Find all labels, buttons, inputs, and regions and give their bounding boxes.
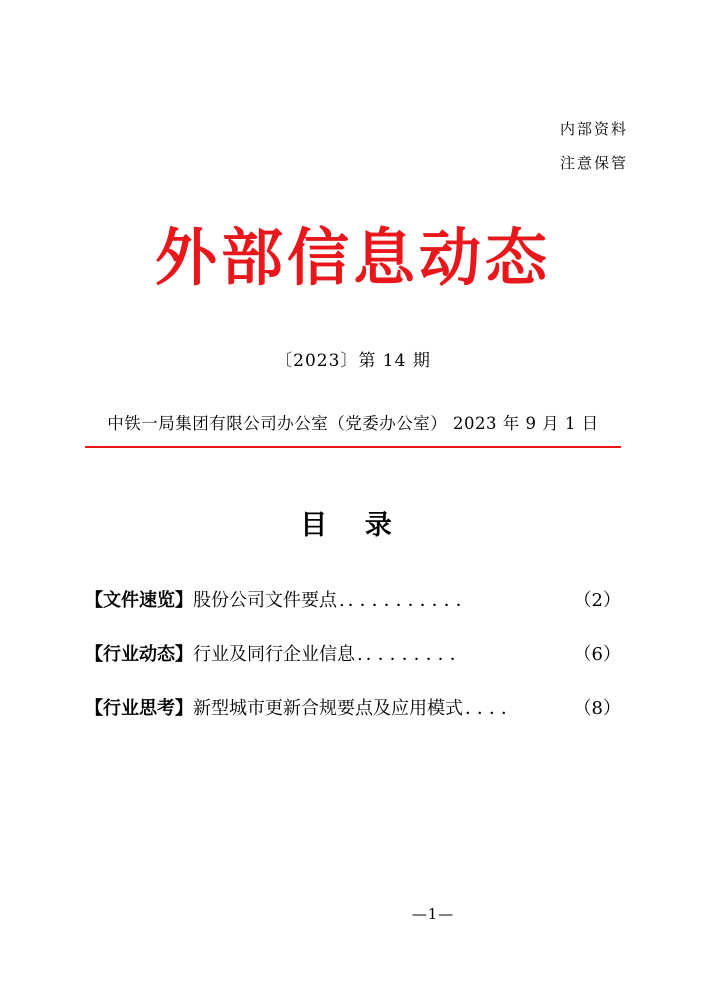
toc-entry-leader: ．．．． [465, 698, 522, 719]
confidentiality-notice [560, 112, 628, 180]
toc-entry-title: 行业及同行企业信息 [193, 644, 355, 665]
masthead-title: 外部信息动态 [154, 221, 551, 294]
notice-line-1: 内部资料 [559, 120, 628, 138]
toc-entry[interactable] [85, 696, 621, 722]
toc-entry-page: （8） [573, 698, 621, 719]
notice-line-2: 注意保管 [559, 154, 628, 172]
page-number: —1— [411, 905, 455, 923]
toc-entry-page: （6） [573, 644, 621, 665]
toc-entry-leader: .．．．．．．．． [357, 644, 471, 665]
toc-entry[interactable] [85, 588, 621, 614]
toc-entry-leader: .．．．．．．．．．． [339, 590, 477, 611]
toc-entry-title: 股份公司文件要点 [193, 590, 337, 611]
toc-entry-category: 【文件速览】 [85, 590, 193, 611]
toc-entry-page: （2） [573, 590, 621, 611]
red-divider-rule [85, 446, 621, 448]
toc-entry-title: 新型城市更新合规要点及应用模式 [193, 698, 463, 719]
publisher-line: 中铁一局集团有限公司办公室（党委办公室） 2023 年 9 月 1 日 [107, 414, 599, 433]
issue-number: 〔2023〕第 14 期 [275, 351, 431, 371]
toc-entry-category: 【行业动态】 [85, 644, 193, 665]
toc-list [85, 588, 621, 750]
toc-entry-category: 【行业思考】 [85, 698, 193, 719]
toc-heading: 目 录 [300, 510, 406, 541]
toc-entry[interactable] [85, 642, 621, 668]
